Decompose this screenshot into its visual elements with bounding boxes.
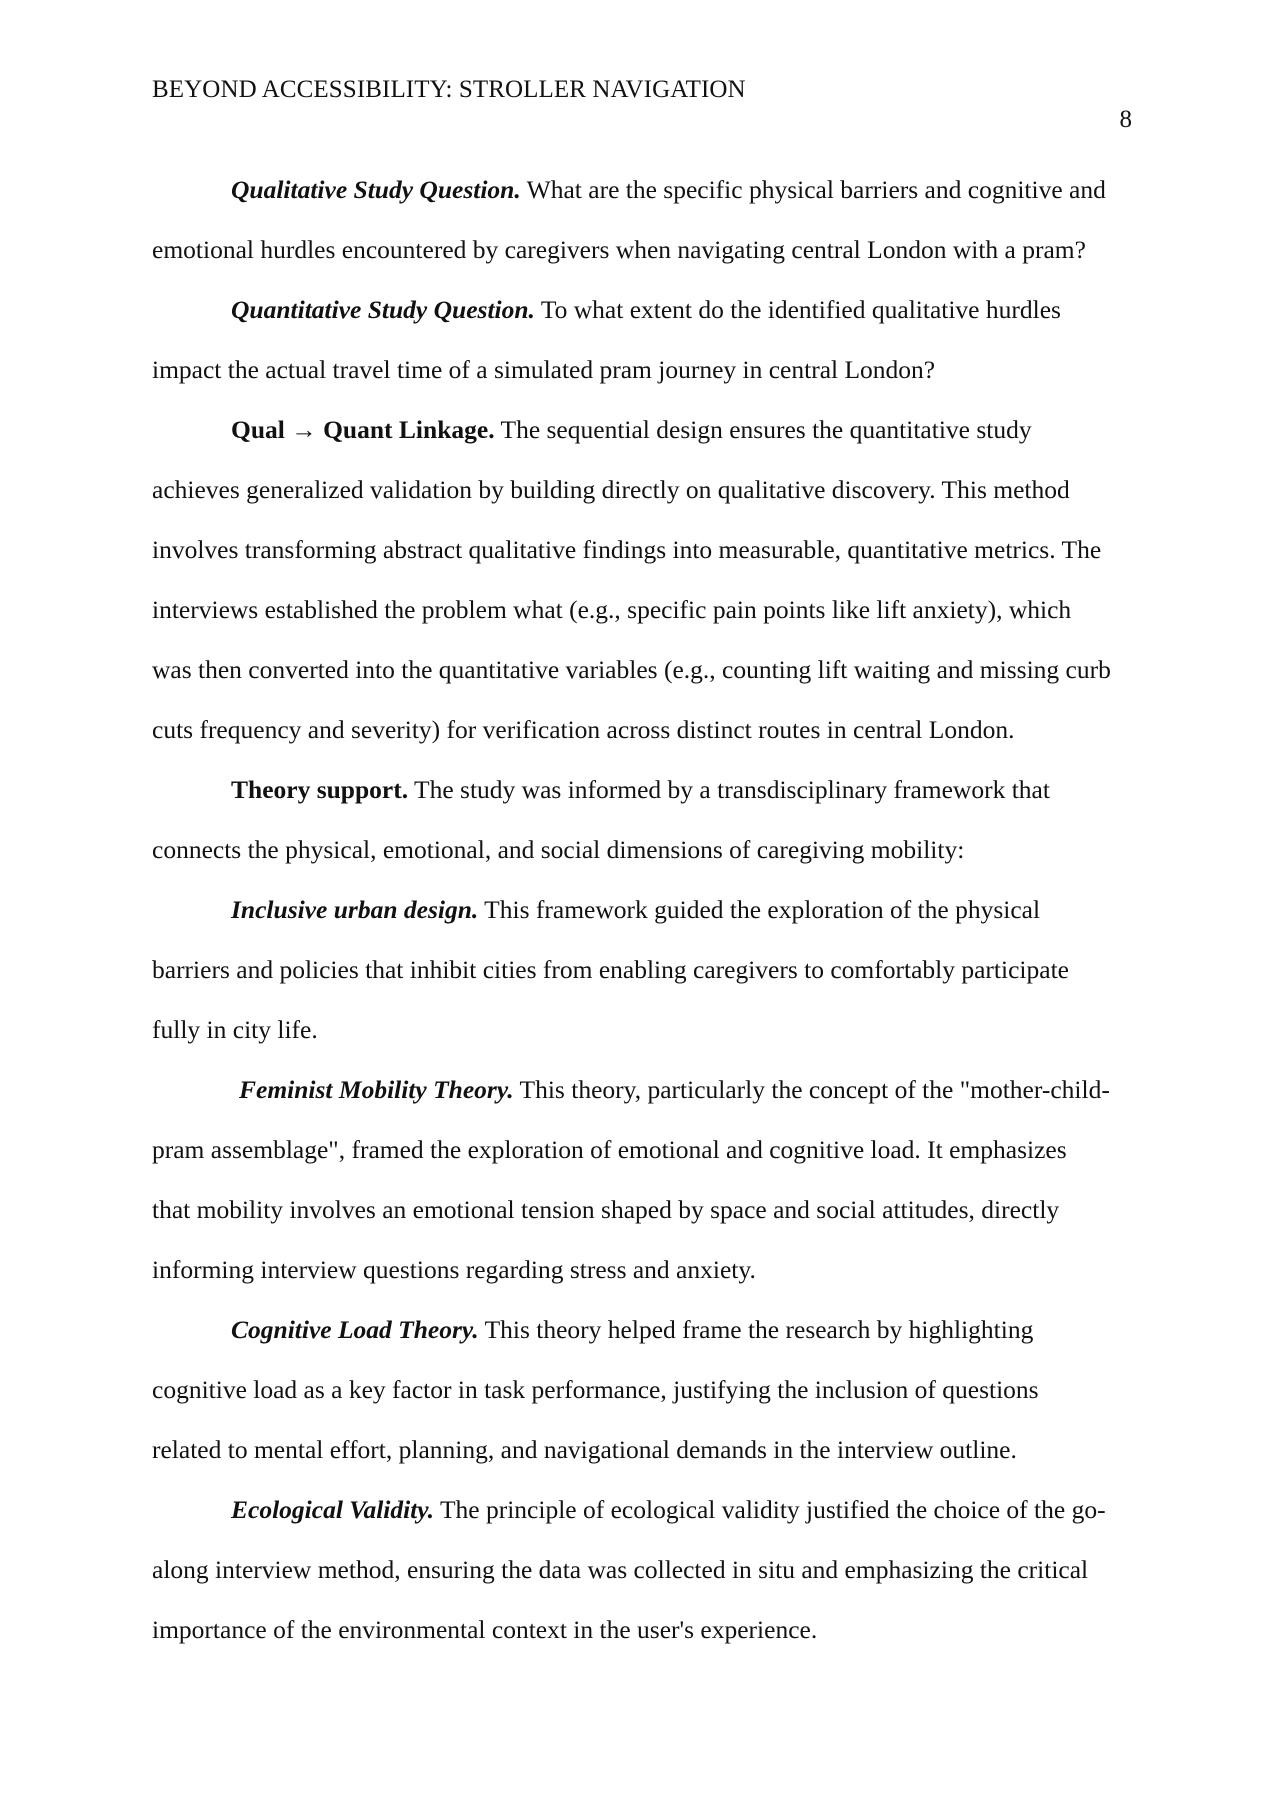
paragraph-text: The study was informed by a transdisciplinary framework that connects the physical, emotional, and social dimensions of caregiving mobility: [152, 775, 1050, 864]
heading-theory-support: Theory support. [231, 775, 409, 804]
document-body [152, 160, 1137, 1660]
paragraph-text: The principle of ecological validity justified the choice of the go- along interview method, ensuring the data was collected in situ and emphasizing the critical importance of the environmental context in the user's experience. [152, 1495, 1106, 1644]
paragraph-text: The sequential design ensures the quantitative study achieves generalized validation by building directly on qualitative discovery. This method involves transforming abstract qualitative findings into measurable, quantitative metrics. The interviews established the problem what (e.g., specific pain points like lift anxiety), which was then converted into the quantitative variables (e.g., counting lift waiting and missing curb cuts frequency and severity) for verification across distinct routes in central London. [152, 415, 1111, 744]
paragraph-text: This theory, particularly the concept of the "mother-child- pram assemblage", framed the exploration of emotional and cognitive load. It emphasizes that mobility involves an emotional tension shaped by space and social attitudes, directly informing interview questions regarding stress and anxiety. [152, 1075, 1110, 1284]
paragraph-ecological-validity [152, 1480, 1137, 1660]
running-head: BEYOND ACCESSIBILITY: STROLLER NAVIGATION [152, 76, 746, 103]
paragraph-cognitive-load-theory [152, 1300, 1137, 1480]
page-number: 8 [1119, 106, 1132, 133]
paragraph-qual-quant-linkage [152, 400, 1137, 760]
paragraph-quantitative-question [152, 280, 1137, 400]
paragraph-qualitative-question [152, 160, 1137, 280]
paragraph-text: This framework guided the exploration of the physical barriers and policies that inhibit cities from enabling caregivers to comfortably participate fully in city life. [152, 895, 1069, 1044]
heading-feminist-mobility-theory: Feminist Mobility Theory. [239, 1075, 514, 1104]
paragraph-text: What are the specific physical barriers and cognitive and emotional hurdles encountered by caregivers when navigating central London with a pram? [152, 175, 1106, 264]
paragraph-inclusive-urban-design [152, 880, 1137, 1060]
heading-cognitive-load-theory: Cognitive Load Theory. [231, 1315, 479, 1344]
heading-qualitative-study-question: Qualitative Study Question. [231, 175, 521, 204]
heading-inclusive-urban-design: Inclusive urban design. [231, 895, 479, 924]
paragraph-text: This theory helped frame the research by highlighting cognitive load as a key factor in task performance, justifying the inclusion of questions related to mental effort, planning, and navigational demands in the interview outline. [152, 1315, 1039, 1464]
paragraph-feminist-mobility-theory [152, 1060, 1137, 1300]
heading-quantitative-study-question: Quantitative Study Question. [231, 295, 535, 324]
paragraph-theory-support [152, 760, 1137, 880]
paragraph-text: To what extent do the identified qualitative hurdles impact the actual travel time of a simulated pram journey in central London? [152, 295, 1061, 384]
heading-ecological-validity: Ecological Validity. [231, 1495, 435, 1524]
heading-qual-quant-linkage: Qual → Quant Linkage. [231, 415, 495, 444]
